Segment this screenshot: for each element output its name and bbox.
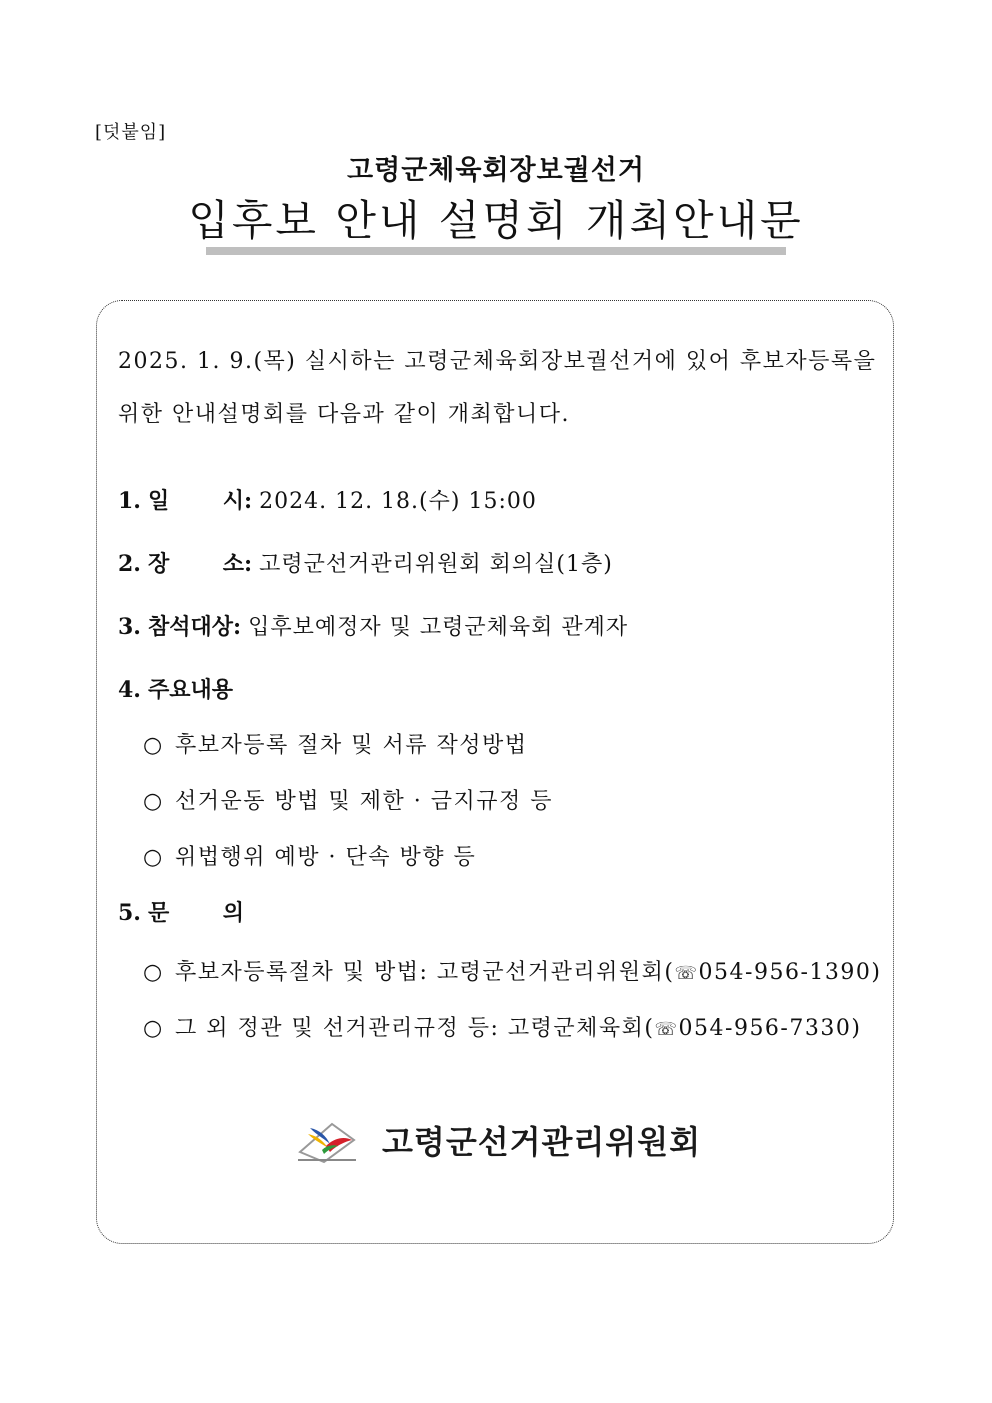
document-title: 입후보 안내 설명회 개최안내문 bbox=[188, 196, 804, 245]
circle-bullet-icon: ○ bbox=[143, 960, 164, 985]
item-place: 2. 장 소 : 고령군선거관리위원회 회의실(1층) bbox=[118, 547, 613, 578]
inquiry-bullet: ○ 후보자등록절차 및 방법: 고령군선거관리위원회(☏054-956-1390) bbox=[143, 960, 882, 985]
telephone-icon: ☏ bbox=[654, 1019, 679, 1040]
contents-bullet: ○ 후보자등록 절차 및 서류 작성방법 bbox=[143, 733, 528, 758]
circle-bullet-icon: ○ bbox=[143, 789, 164, 814]
org-name: 고령군선거관리위원회 bbox=[382, 1123, 702, 1161]
intro-line-1: 2025. 1. 9.(목) 실시하는 고령군체육회장보궐선거에 있어 후보자등록을 bbox=[118, 349, 877, 374]
item-number: 5. bbox=[118, 900, 141, 926]
telephone-icon: ☏ bbox=[674, 963, 699, 984]
item-number: 3. bbox=[118, 614, 141, 640]
item-number: 4. bbox=[118, 677, 141, 703]
item-value: 고령군선거관리위원회 회의실(1층) bbox=[259, 552, 613, 577]
item-label: 일 시 bbox=[147, 488, 244, 514]
document-subtitle: 고령군체육회장보궐선거 bbox=[347, 155, 645, 186]
intro-line-2: 위한 안내설명회를 다음과 같이 개최합니다. bbox=[118, 402, 571, 427]
election-commission-emblem-icon bbox=[296, 1114, 360, 1166]
item-label: 주요내용 bbox=[147, 677, 233, 703]
inquiry-bullet: ○ 그 외 정관 및 선거관리규정 등: 고령군체육회(☏054-956-7330) bbox=[143, 1016, 862, 1041]
item-inquiry bbox=[118, 896, 244, 927]
item-label: 장 소 bbox=[147, 551, 244, 577]
notice-box bbox=[96, 300, 894, 1244]
org-logo bbox=[296, 1114, 701, 1166]
item-value: 입후보예정자 및 고령군체육회 관계자 bbox=[248, 615, 629, 640]
item-number: 2. bbox=[118, 551, 141, 577]
item-contents bbox=[118, 673, 233, 704]
item-label: 참석대상 bbox=[147, 614, 233, 640]
contents-bullet: ○ 선거운동 방법 및 제한 · 금지규정 등 bbox=[143, 789, 553, 814]
phone-number: 054-956-7330 bbox=[678, 1016, 852, 1041]
item-label: 문 의 bbox=[147, 900, 244, 926]
circle-bullet-icon: ○ bbox=[143, 845, 164, 870]
item-date: 1. 일 시 : 2024. 12. 18.(수) 15:00 bbox=[118, 484, 537, 515]
title-underline bbox=[206, 247, 786, 255]
attachment-label: [덧붙임] bbox=[95, 122, 167, 143]
phone-number: 054-956-1390 bbox=[698, 960, 872, 985]
item-attendees: 3. 참석대상: 입후보예정자 및 고령군체육회 관계자 bbox=[118, 610, 628, 641]
item-value: 2024. 12. 18.(수) 15:00 bbox=[259, 489, 537, 514]
item-number: 1. bbox=[118, 488, 141, 514]
circle-bullet-icon: ○ bbox=[143, 1016, 164, 1041]
contents-bullet: ○ 위법행위 예방 · 단속 방향 등 bbox=[143, 845, 477, 870]
circle-bullet-icon: ○ bbox=[143, 733, 164, 758]
